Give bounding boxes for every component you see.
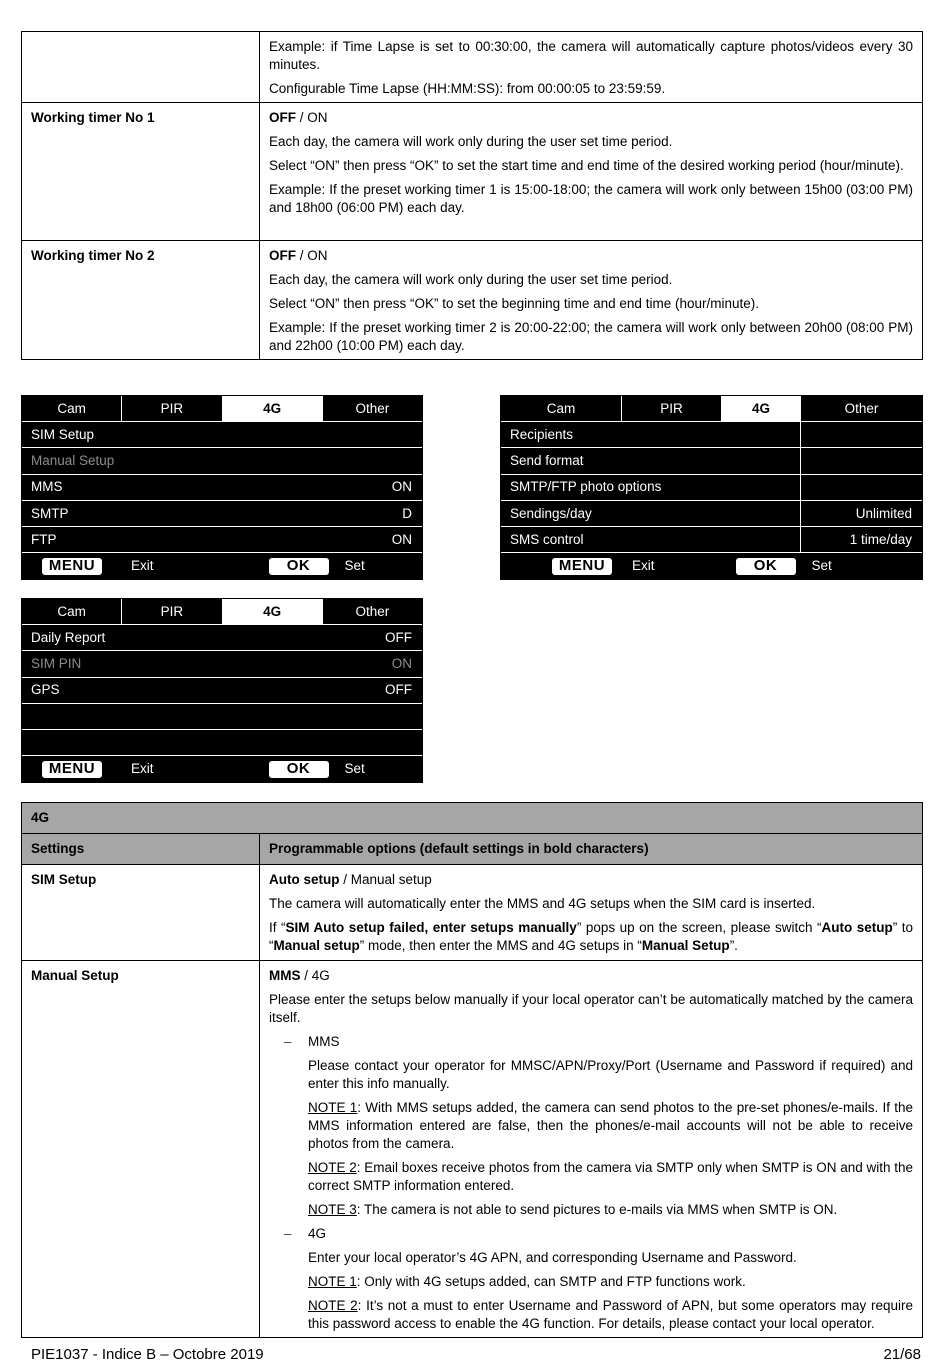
- menu-tab-bar: [22, 396, 422, 422]
- tab-4g[interactable]: 4G: [223, 599, 323, 624]
- menu-key-legend: [501, 553, 922, 579]
- note: NOTE 1: With MMS setups added, the camera can send photos to the pre-set phones/e-mails. If the MMS information entered are false, then the phones/e-mail accounts will not be able to receive photos from the camera.: [308, 1100, 913, 1151]
- setting-options-cell: Auto setup / Manual setup The camera will automatically enter the MMS and 4G setups when the SIM card is inserted. If “SIM Auto setup failed, enter setups manually” pops up on the screen, please switch “Auto setup” to “Manual setup” mode, then enter the MMS and 4G setups in “Manual Setup”.: [260, 865, 923, 961]
- setting-label-cell: [22, 32, 260, 103]
- tab-pir[interactable]: PIR: [122, 396, 222, 421]
- table-header-row: [22, 834, 923, 865]
- menu-item-empty: [22, 730, 422, 756]
- table-row: [22, 865, 923, 961]
- tab-pir[interactable]: PIR: [122, 599, 222, 624]
- setting-options-cell: Example: if Time Lapse is set to 00:30:00, the camera will automatically capture photos/videos every 30 minutes. Configurable Time Lapse (HH:MM:SS): from 00:00:05 to 23:59:59.: [260, 32, 923, 103]
- menu-key[interactable]: MENU: [552, 558, 612, 575]
- table-row: [22, 32, 923, 103]
- menu-key-legend: [22, 553, 422, 579]
- note: NOTE 1: Only with 4G setups added, can SMTP and FTP functions work.: [308, 1274, 746, 1289]
- menu-item-mms[interactable]: MMS ON: [22, 475, 422, 501]
- menu-item-photo-options[interactable]: SMTP/FTP photo options: [501, 475, 922, 501]
- table-title: 4G: [22, 803, 923, 834]
- menu-item-gps[interactable]: GPS OFF: [22, 678, 422, 704]
- table-row: [22, 241, 923, 360]
- setting-options-cell: MMS / 4G Please enter the setups below manually if your local operator can’t be automatically matched by the camera itself. – MMS Please contact your operator for MMSC/APN/Proxy/Port (Username and Password if required) and enter this info manually. NOTE 1: With MMS setups added, the camera can send photos to the pre-set phones/e-mails. If the MMS information entered are false, then the phones/e-mail accounts will not be able to receive photos from the camera. NOTE 2: Email boxes receive photos from the camera via SMTP only when SMTP is ON and with the correct SMTP information entered. NOTE 3: The camera is not able to send pictures to e-mails via MMS when SMTP is ON. – 4G Enter your local operator’s 4G APN, and corresponding Username and Password. NOTE 1: Only with 4G setups added, can SMTP and FTP functions work. NOTE 2: It’s not a must to enter Username and Password of APN, but some operators may require this password access to enable the 4G function. For details, please contact your local operator.: [260, 961, 923, 1338]
- menu-item-send-format[interactable]: Send format: [501, 448, 922, 474]
- tab-pir[interactable]: PIR: [622, 396, 722, 421]
- note: NOTE 2: Email boxes receive photos from the camera via SMTP only when SMTP is ON and with the correct SMTP information entered.: [308, 1160, 914, 1193]
- tab-cam[interactable]: Cam: [22, 599, 122, 624]
- menu-item-sms-control[interactable]: SMS control 1 time/day: [501, 527, 922, 553]
- menu-item-ftp[interactable]: FTP ON: [22, 527, 422, 553]
- menu-item-daily-report[interactable]: Daily Report OFF: [22, 625, 422, 651]
- menu-item-smtp[interactable]: SMTP D: [22, 501, 422, 527]
- menu-key-legend: [22, 756, 422, 782]
- menu-item-manual-setup[interactable]: Manual Setup: [22, 448, 422, 474]
- set-label: Set: [811, 558, 832, 574]
- table-title-row: [22, 803, 923, 834]
- tab-4g[interactable]: 4G: [223, 396, 323, 421]
- menu-tab-bar: [501, 396, 922, 422]
- tab-4g[interactable]: 4G: [722, 396, 801, 421]
- 4g-subheading: – 4G: [308, 1225, 913, 1243]
- exit-label: Exit: [131, 558, 154, 574]
- tab-cam[interactable]: Cam: [501, 396, 622, 421]
- setting-label: Working timer No 1: [22, 103, 260, 241]
- exit-label: Exit: [131, 761, 154, 777]
- menu-item-sendings-day[interactable]: Sendings/day Unlimited: [501, 501, 922, 527]
- menu-item-empty: [22, 704, 422, 730]
- set-label: Set: [344, 761, 365, 777]
- tab-other[interactable]: Other: [323, 599, 422, 624]
- menu-item-recipients[interactable]: Recipients: [501, 422, 922, 448]
- setting-label: Manual Setup: [22, 961, 260, 1338]
- camera-menu-panel-1: [21, 395, 423, 580]
- ok-key[interactable]: OK: [269, 558, 329, 575]
- ok-key[interactable]: OK: [736, 558, 796, 575]
- menu-key[interactable]: MENU: [42, 761, 102, 778]
- tab-other[interactable]: Other: [323, 396, 422, 421]
- set-label: Set: [344, 558, 365, 574]
- camera-menu-panel-3: [21, 598, 423, 783]
- note: NOTE 2: It’s not a must to enter Username and Password of APN, but some operators may require this password access to enable the 4G function. For details, please contact your local operator.: [308, 1298, 913, 1331]
- table-row: [22, 961, 923, 1338]
- column-header: Programmable options (default settings in bold characters): [260, 834, 923, 865]
- exit-label: Exit: [632, 558, 655, 574]
- sim-auto-failed-paragraph: If “SIM Auto setup failed, enter setups manually” pops up on the screen, please switch “Auto setup” to “Manual setup” mode, then enter the MMS and 4G setups in “Manual Setup”.: [269, 920, 913, 953]
- setting-options-cell: OFF / ON Each day, the camera will work only during the user set time period. Select “ON” then press “OK” to set the start time and end time of the desired working period (hour/minute). Example: If the preset working timer 1 is 15:00-18:00; the camera will work only between 15h00 (03:00 PM) and 18h00 (06:00 PM) each day.: [260, 103, 923, 241]
- menu-item-sim-setup[interactable]: SIM Setup: [22, 422, 422, 448]
- footer-page-number: 21/68: [883, 1346, 921, 1363]
- menu-tab-bar: [22, 599, 422, 625]
- tab-cam[interactable]: Cam: [22, 396, 122, 421]
- note: NOTE 3: The camera is not able to send pictures to e-mails via MMS when SMTP is ON.: [308, 1202, 838, 1217]
- table-row: [22, 103, 923, 241]
- settings-table-4g: [21, 802, 923, 1338]
- setting-label: Working timer No 2: [22, 241, 260, 360]
- menu-item-sim-pin[interactable]: SIM PIN ON: [22, 651, 422, 677]
- ok-key[interactable]: OK: [269, 761, 329, 778]
- settings-table-top: [21, 31, 923, 360]
- setting-label: SIM Setup: [22, 865, 260, 961]
- menu-key[interactable]: MENU: [42, 558, 102, 575]
- tab-other[interactable]: Other: [801, 396, 922, 421]
- camera-menu-panel-2: [500, 395, 923, 580]
- mms-subheading: – MMS: [308, 1033, 913, 1051]
- setting-options-cell: OFF / ON Each day, the camera will work only during the user set time period. Select “ON” then press “OK” to set the beginning time and end time (hour/minute). Example: If the preset working timer 2 is 20:00-22:00; the camera will work only between 20h00 (08:00 PM) and 22h00 (10:00 PM) each day.: [260, 241, 923, 360]
- footer-doc-reference: PIE1037 - Indice B – Octobre 2019: [31, 1346, 264, 1363]
- column-header: Settings: [22, 834, 260, 865]
